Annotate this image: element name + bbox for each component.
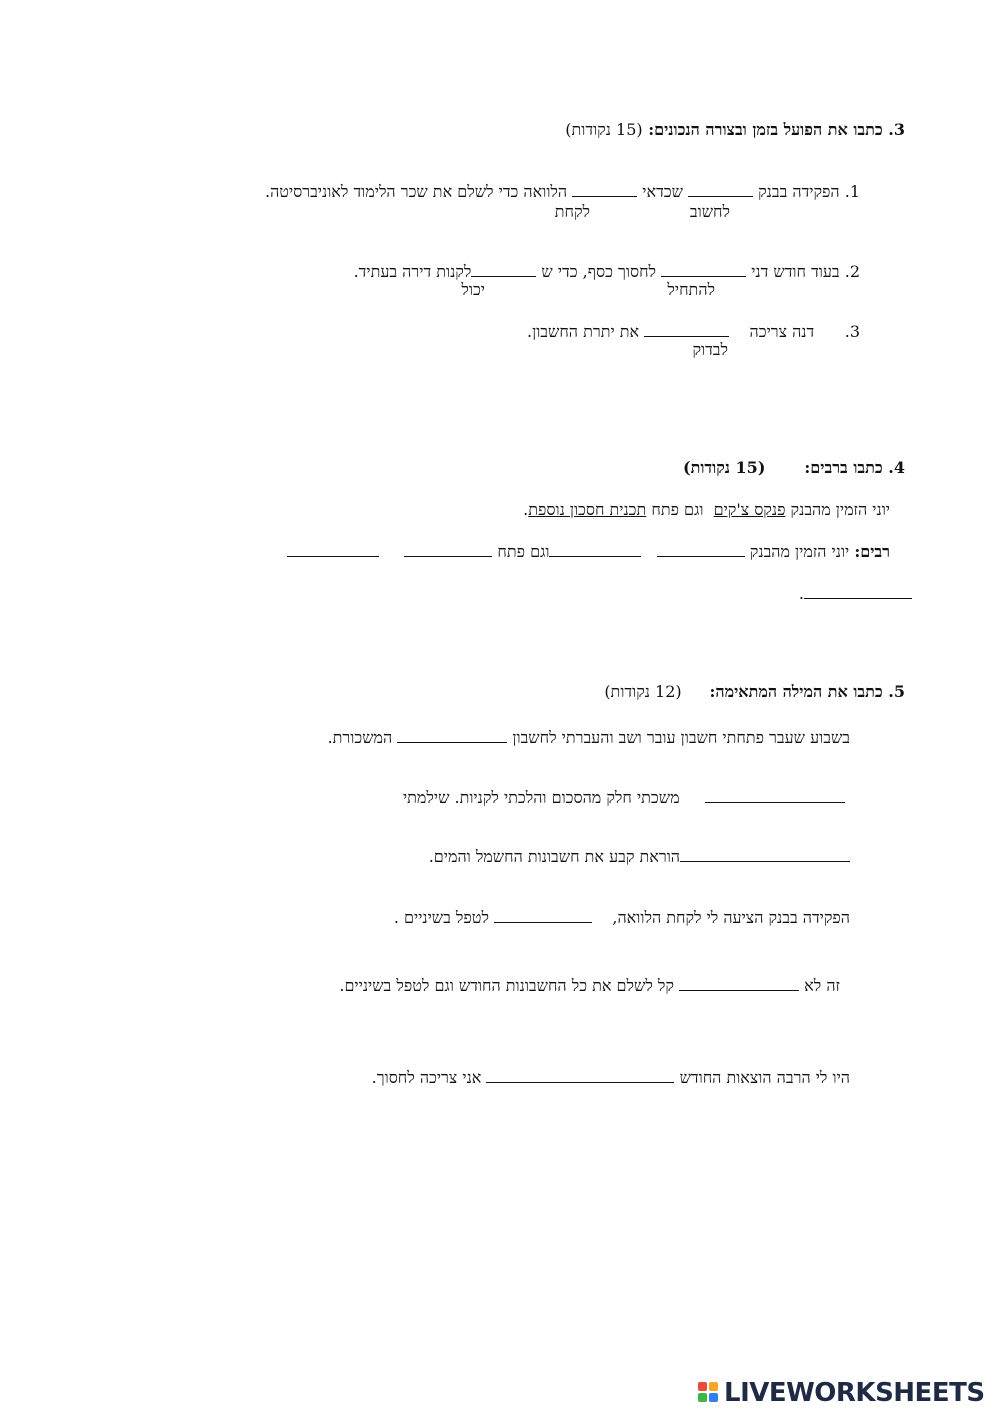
logo-mark-icon (698, 1382, 720, 1404)
blank[interactable] (494, 906, 592, 923)
section4-plural: רבים: יוני הזמין מהבנק וגם פתח (287, 540, 890, 562)
hint-word: לחשוב (689, 202, 730, 221)
blank[interactable] (705, 786, 845, 803)
section3-q2: 2. בעוד חודש דני לחסוך כסף, כדי ש לקנות דירה בעתיד. (353, 262, 860, 281)
hint-word: יכול (461, 280, 485, 299)
section5-line6: היו לי הרבה הוצאות החודש אני צריכה לחסוך. (371, 1068, 850, 1087)
blank[interactable] (688, 180, 753, 197)
hint-word: לבדוק (692, 340, 728, 359)
section4-sentence: יוני הזמין מהבנק פנקס צ'קים וגם פתח תכנית חסכון נוספת. (523, 500, 890, 519)
blank[interactable] (644, 320, 729, 337)
blank[interactable] (404, 540, 492, 557)
section5-line4: הפקידה בבנק הציעה לי לקחת הלוואה, לטפל בשיניים . (393, 908, 850, 927)
blank[interactable] (572, 180, 637, 197)
blank[interactable] (486, 1066, 674, 1083)
section3-q3: 3. דנה צריכה את יתרת החשבון. (527, 322, 860, 341)
blank[interactable] (549, 540, 641, 557)
liveworksheets-logo (698, 1378, 994, 1408)
section5-line5: זה לא קל לשלם את כל החשבונות החודש וגם לטפל בשיניים. (339, 976, 840, 995)
section4-title: 4. כתבו ברבים: (15 נקודות) (683, 458, 905, 477)
section4-plural-end: . (799, 582, 912, 603)
section4-points: (15 נקודות) (683, 458, 766, 477)
section3-q1: 1. הפקידה בבנק שכדאי הלוואה כדי לשלם את שכר הלימוד לאוניברסיטה. (264, 182, 860, 201)
section5-title: 5. כתבו את המילה המתאימה: (12 נקודות) (604, 682, 905, 701)
blank[interactable] (657, 540, 745, 557)
blank[interactable] (397, 726, 507, 743)
hint-word: להתחיל (667, 280, 715, 299)
section3-title: 3. כתבו את הפועל בזמן ובצורה הנכונים: (15 נקודות) (565, 120, 905, 139)
blank[interactable] (679, 974, 799, 991)
blank[interactable] (680, 845, 850, 862)
blank[interactable] (287, 540, 379, 557)
blank[interactable] (471, 260, 536, 277)
section5-points: (12 נקודות) (604, 682, 682, 701)
logo-text: LIVEWORKSHEETS (724, 1378, 985, 1408)
section5-line2: משכתי חלק מהסכום והלכתי לקניות. שילמתי (403, 786, 845, 808)
blank[interactable] (804, 582, 912, 599)
section5-line1: בשבוע שעבר פתחתי חשבון עובר ושב והעברתי לחשבון המשכורת. (327, 728, 850, 747)
blank[interactable] (661, 260, 746, 277)
hint-word: לקחת (554, 202, 590, 221)
section5-line3: הוראת קבע את חשבונות החשמל והמים. (429, 845, 850, 867)
section3-points: (15 נקודות) (565, 120, 643, 139)
